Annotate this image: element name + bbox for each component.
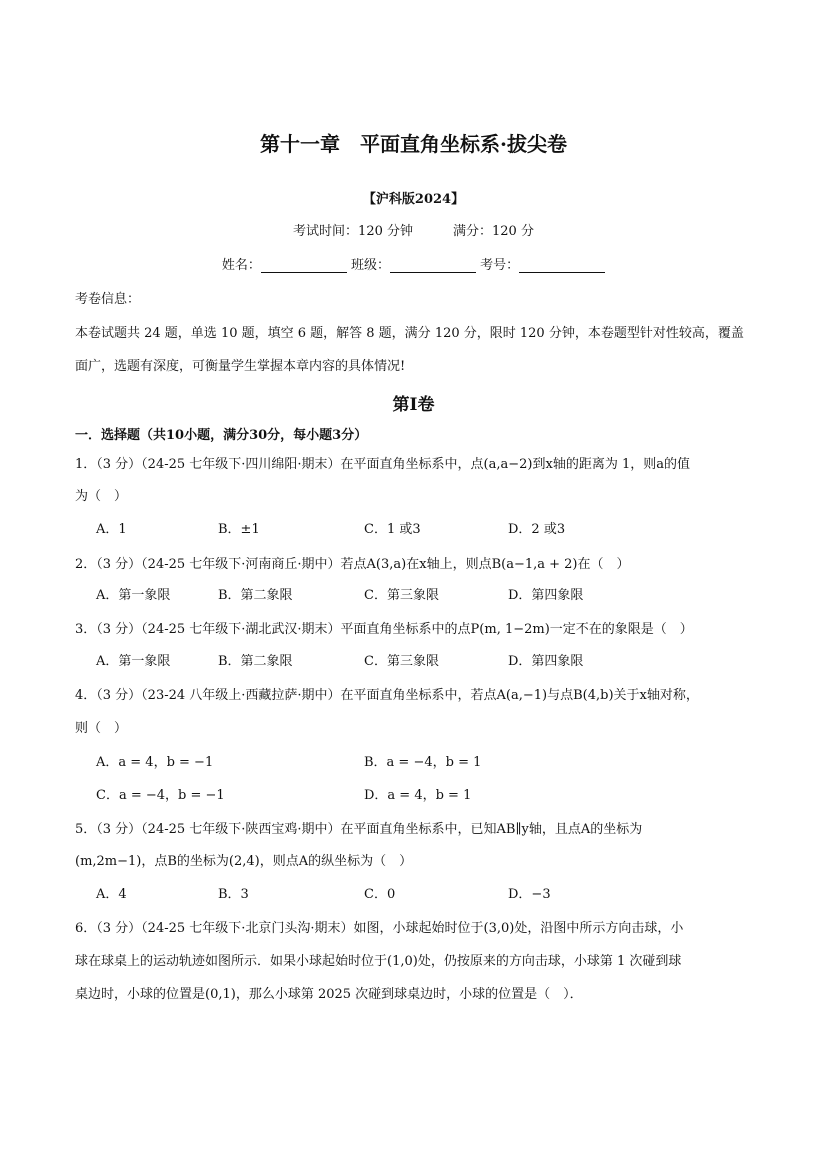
question-1-option-C[interactable]: C．1 或3	[364, 522, 421, 537]
section-title: 一．选择题（共10小题，满分30分，每小题3分）	[75, 428, 368, 443]
page-title: 第十一章 平面直角坐标系·拔尖卷	[260, 132, 567, 156]
question-6-text: 桌边时，小球的位置是(0,1)，那么小球第 2025 次碰到球桌边时，小球的位置是（ ）．	[75, 987, 583, 1002]
edition-label: 【沪科版2024】	[362, 192, 465, 207]
full-score: 满分：120 分	[453, 224, 534, 239]
info-label: 考卷信息：	[75, 292, 141, 307]
question-2-option-D[interactable]: D．第四象限	[508, 588, 584, 603]
part-title: 第I卷	[392, 395, 435, 415]
question-2-option-A[interactable]: A．第一象限	[96, 588, 171, 603]
question-5-option-B[interactable]: B．3	[218, 887, 249, 902]
question-5-text: (m,2m−1)，点B的坐标为(2,4)，则点A的纵坐标为（ ）	[75, 854, 413, 869]
question-3-text: 3．（3 分）（24-25 七年级下·湖北武汉·期末）平面直角坐标系中的点P(m, 1−2m)一定不在的象限是（ ）	[75, 622, 693, 637]
student-fields	[0, 254, 827, 273]
question-1-option-B[interactable]: B．±1	[218, 522, 260, 537]
class-blank[interactable]	[390, 260, 476, 273]
question-6-text: 6．（3 分）（24-25 七年级下·北京门头沟·期末）如图，小球起始时位于(3,0)处，沿图中所示方向击球，小	[75, 921, 684, 936]
question-3-option-D[interactable]: D．第四象限	[508, 654, 584, 669]
question-1-text: 为（ ）	[75, 489, 128, 504]
info-text-1: 本卷试题共 24 题，单选 10 题，填空 6 题，解答 8 题，满分 120 分，限时 120 分钟，本卷题型针对性较高，覆盖	[75, 326, 744, 341]
question-6-text: 球在球桌上的运动轨迹如图所示．如果小球起始时位于(1,0)处，仍按原来的方向击球，小球第 1 次碰到球	[75, 954, 682, 969]
question-3-option-B[interactable]: B．第二象限	[218, 654, 293, 669]
question-5-option-A[interactable]: A．4	[96, 887, 127, 902]
exam-time: 考试时间：120 分钟	[293, 224, 413, 239]
number-blank[interactable]	[519, 260, 605, 273]
question-4-option-A[interactable]: A．a = 4，b = −1	[96, 755, 214, 770]
info-text-2: 面广，选题有深度，可衡量学生掌握本章内容的具体情况!	[75, 359, 406, 374]
exam-meta	[0, 220, 827, 239]
number-label: 考号：	[480, 258, 520, 273]
question-5-text: 5．（3 分）（24-25 七年级下·陕西宝鸡·期中）在平面直角坐标系中，已知AB∥y轴，且点A的坐标为	[75, 822, 643, 837]
question-2-text: 2．（3 分）（24-25 七年级下·河南商丘·期中）若点A(3,a)在x轴上，则点B(a−1,a + 2)在（ ）	[75, 557, 630, 572]
question-1-option-D[interactable]: D．2 或3	[508, 522, 566, 537]
question-1-text: 1．（3 分）（24-25 七年级下·四川绵阳·期末）在平面直角坐标系中，点(a,a−2)到x轴的距离为 1，则a的值	[75, 457, 690, 472]
name-label: 姓名：	[221, 258, 261, 273]
question-1-option-A[interactable]: A．1	[96, 522, 127, 537]
question-3-option-A[interactable]: A．第一象限	[96, 654, 171, 669]
name-blank[interactable]	[261, 260, 347, 273]
question-4-option-B[interactable]: B．a = −4，b = 1	[364, 755, 482, 770]
question-2-option-C[interactable]: C．第三象限	[364, 588, 439, 603]
question-5-option-C[interactable]: C．0	[364, 887, 396, 902]
class-label: 班级：	[350, 258, 390, 273]
question-2-option-B[interactable]: B．第二象限	[218, 588, 293, 603]
question-4-option-D[interactable]: D．a = 4，b = 1	[364, 788, 472, 803]
question-4-text: 则（ ）	[75, 721, 128, 736]
question-3-option-C[interactable]: C．第三象限	[364, 654, 439, 669]
question-4-option-C[interactable]: C．a = −4，b = −1	[96, 788, 225, 803]
question-5-option-D[interactable]: D．−3	[508, 887, 551, 902]
question-4-text: 4．（3 分）（23-24 八年级上·西藏拉萨·期中）在平面直角坐标系中，若点A(a,−1)与点B(4,b)关于x轴对称，	[75, 688, 699, 703]
